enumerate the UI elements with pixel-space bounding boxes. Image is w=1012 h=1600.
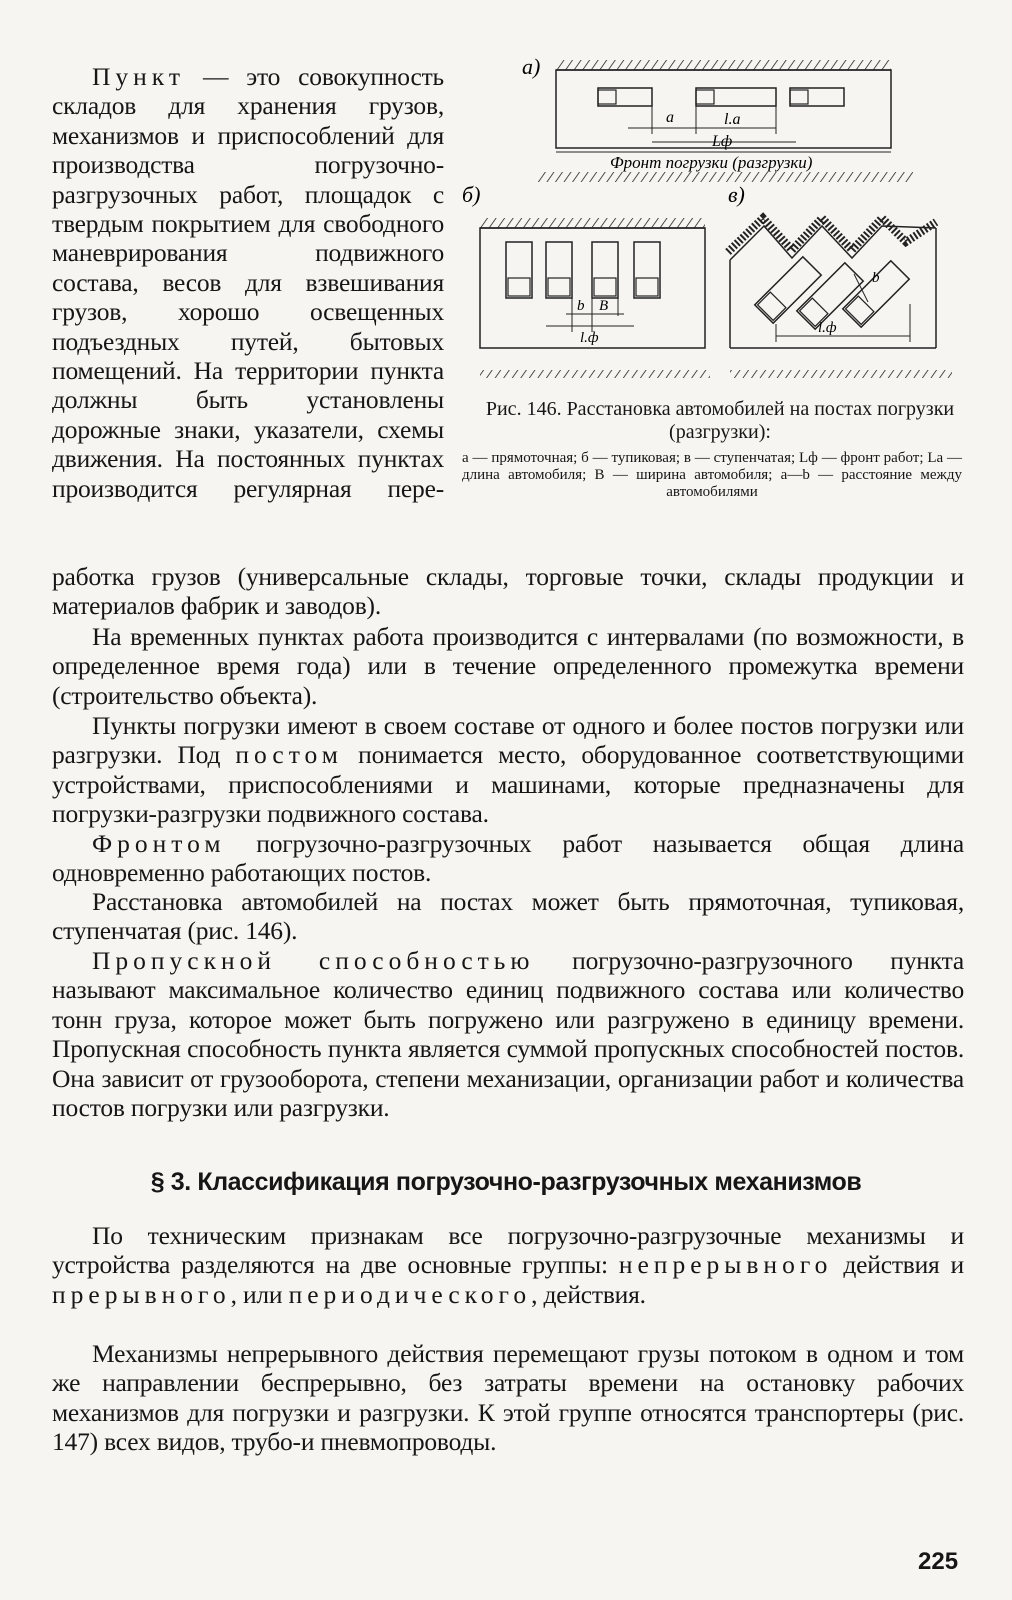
figure-caption-title: Рис. 146. Расстановка автомобилей на постах погрузки (разгрузки): — [485, 398, 955, 443]
vehicle-b4 — [634, 242, 660, 298]
dim-lf-b: l.ф — [580, 330, 599, 346]
wall-hatch-a-top — [556, 60, 891, 70]
paragraph-capacity: Пропускной способностью погрузочно-разгрузочного пункта называют максимальное количество единиц подвижного состава или количество тонн груза, которое может быть погружено или разгружено в единицу времени. Пропускная способность пункта является суммой пропускных способностей постов. Она зависит от грузооборота, степени механизации, организации работ и количества постов погрузки или разгрузки. — [52, 946, 964, 1123]
front-label: Фронт погрузки (разгрузки) — [610, 153, 813, 172]
paragraph-arrangement: Расстановка автомобилей на постах может быть прямоточная, тупиковая, ступенчатая (рис. 146). — [52, 887, 964, 946]
vehicle-a2 — [696, 88, 776, 106]
wall-hatch-v-bottom — [730, 370, 952, 378]
paragraph-posts: Пункты погрузки имеют в своем составе от одного и более постов погрузки или разгрузки. Под постом понимается место, оборудованное соответствующими устройствами, приспособлениями и машинами, которые предназначены для погрузки-разгрузки подвижного состава. — [52, 711, 964, 829]
term-periodic: периодического — [288, 1279, 532, 1309]
term-capacity: Пропускной способностью — [92, 946, 535, 975]
dim-a: a — [666, 109, 674, 126]
figure-caption-legend: а — прямоточная; б — тупиковая; в — ступенчатая; Lф — фронт работ; La — длина автомобиля; B — ширина автомобиля; a—b — расстояние между автомобилями — [462, 450, 962, 500]
paragraph-continuous: Механизмы непрерывного действия перемещают грузы потоком в одном и том же направлении беспрерывно, без затраты времени на остановку рабочих механизмов для погрузки и разгрузки. К этой группе относятся транспортеры (рис. 147) всех видов, трубо-и пневмопроводы. — [52, 1339, 964, 1457]
vehicle-b3 — [592, 242, 618, 298]
dim-B: B — [599, 298, 609, 314]
dim-lf: Lф — [712, 133, 733, 150]
dim-b-v: b — [872, 270, 880, 286]
paragraph-groups: По техническим признакам все погрузочно-разгрузочные механизмы и устройства разделяются на две основные группы: непрерывного действия и прерывного, или периодического, действия. — [52, 1221, 964, 1309]
term-continuous: непрерывного — [618, 1250, 833, 1280]
vehicle-b1 — [506, 242, 532, 298]
vehicle-v1 — [755, 257, 821, 323]
wall-hatch-b-bottom — [480, 370, 710, 378]
dim-la: l.a — [724, 111, 741, 128]
fig-label-b: б) — [462, 182, 481, 207]
wall-zigzag — [728, 218, 936, 252]
fig-label-a: а) — [522, 54, 541, 79]
paragraph-intro-continued: работка грузов (универсальные склады, торговые точки, склады продукции и материалов фабрик и заводов). — [52, 562, 964, 621]
vehicle-a3 — [790, 88, 844, 106]
dim-lf-v: l.ф — [818, 320, 837, 336]
paragraph-intro: Пункт — это совокупность складов для хранения грузов, механизмов и приспособлений для производства погрузочно-разгрузочных работ, площадок с твердым покрытием для свободного маневрирования подвижного состава, весов для взвешивания грузов, хорошо освещенных подъездных путей, бытовых помещений. На территории пункта должны быть установлены дорожные знаки, указатели, схемы движения. На постоянных пунктах производится регулярная пере- — [52, 62, 444, 503]
wall-hatch-b-top — [480, 218, 705, 228]
paragraph-front: Фронтом погрузочно-разгрузочных работ называется общая длина одновременно работающих постов. — [52, 829, 964, 888]
vehicle-a1 — [598, 88, 652, 106]
wall-hatch-a-bottom — [538, 172, 913, 182]
term-punkt: Пункт — [92, 62, 186, 91]
section-heading: § 3. Классификация погрузочно-разгрузочных механизмов — [150, 1168, 862, 1196]
term-post: постом — [235, 740, 343, 770]
page-number: 225 — [918, 1548, 959, 1575]
term-front: Фронтом — [92, 829, 226, 858]
fig-label-v: в) — [728, 182, 745, 207]
paragraph-temporary: На временных пунктах работа производится с интервалами (по возможности, в определенное время года) или в течение определенного промежутка времени (строительство объекта). — [52, 622, 964, 710]
dim-b: b — [577, 298, 585, 314]
term-intermittent: прерывного — [52, 1279, 231, 1309]
figure-146 — [458, 52, 958, 392]
vehicle-b2 — [546, 242, 572, 298]
